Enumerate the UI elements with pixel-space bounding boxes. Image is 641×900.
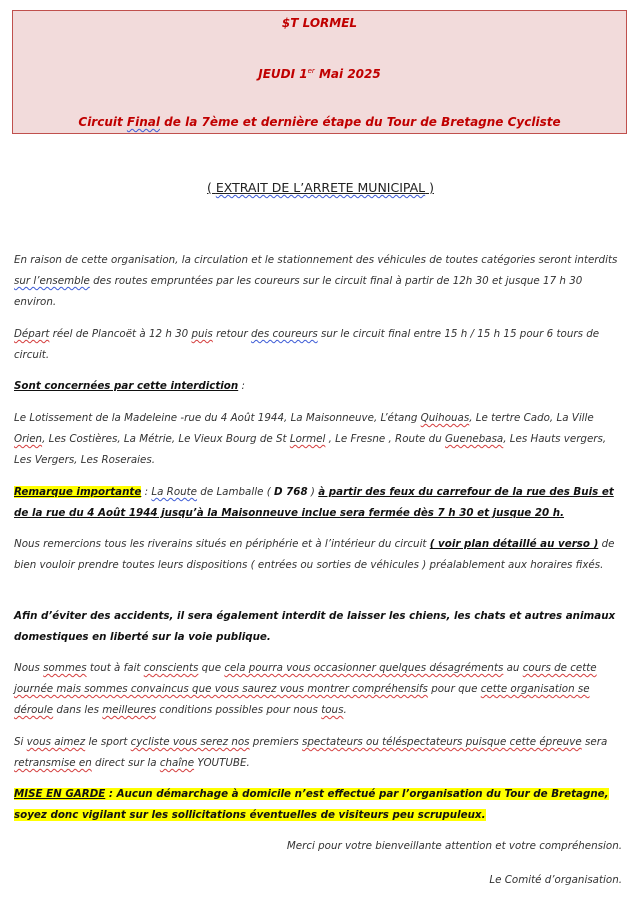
paragraph-warning: MISE EN GARDE : Aucun démarchage à domicile n’est effectué par l’organisation du Tour de Bretagne, soyez donc vigilant sur les sollicitations éventuelles de visiteurs peu scrupuleux. bbox=[14, 788, 609, 821]
paragraph-traffic-ban: En raison de cette organisation, la circulation et le stationnement des véhicules de toutes catégories seront interdits sur l’ensemble des routes empruntées par les coureurs sur le circuit final à partir de 12h 30 et jusque 17 h 30 environ. bbox=[14, 254, 618, 308]
extrait-heading: ( EXTRAIT DE L’ARRETE MUNICIPAL ) bbox=[206, 180, 435, 195]
header-box bbox=[12, 10, 627, 134]
paragraph-animals-warning: Afin d’éviter des accidents, il sera également interdit de laisser les chiens, les chats et autres animaux domestiques en liberté sur la voie publique. bbox=[14, 610, 616, 643]
paragraph-residents-thanks: Nous remercions tous les riverains situés en périphérie et à l’intérieur du circuit ( voir plan détaillé au verso ) de bien vouloir prendre toutes leurs dispositions ( entrées ou sorties de véhicules ) préalablement aux horaires fixés. bbox=[14, 538, 615, 571]
town-title: $T LORMEL bbox=[281, 16, 358, 30]
paragraph-places-list: Le Lotissement de la Madeleine -rue du 4 Août 1944, La Maisonneuve, L’étang Quihouas, Le tertre Cado, La Ville Orien, Les Costières, La Métrie, Le Vieux Bourg de St Lormel , Le Fresne , Route du Guenebasa, Les Hauts vergers, Les Vergers, Les Roseraies. bbox=[14, 412, 607, 466]
signature: Le Comité d’organisation. bbox=[489, 874, 622, 886]
paragraph-concerned-heading: Sont concernées par cette interdiction : bbox=[14, 380, 245, 392]
paragraph-youtube: Si vous aimez le sport cycliste vous serez nos premiers spectateurs ou téléspectateurs puisque cette épreuve sera retransmise en direct sur la chaîne YOUTUBE. bbox=[14, 736, 608, 769]
event-circuit-title: Circuit Final de la 7ème et dernière étape du Tour de Bretagne Cycliste bbox=[78, 115, 561, 129]
paragraph-important-note: Remarque importante : La Route de Lamballe ( D 768 ) à partir des feux du carrefour de la rue des Buis et de la rue du 4 Août 1944 jusqu’à la Maisonneuve inclue sera fermée dès 7 h 30 et jusque 20 h. bbox=[14, 486, 614, 519]
paragraph-apology: Nous sommes tout à fait conscients que cela pourra vous occasionner quelques désagréments au cours de cette journée mais sommes convaincus que vous saurez vous montrer compréhensifs pour que cette organisation se déroule dans les meilleures conditions possibles pour nous tous. bbox=[14, 662, 597, 716]
event-date: JEUDI 1er Mai 2025 bbox=[258, 67, 381, 81]
paragraph-departure: Départ réel de Plancoët à 12 h 30 puis retour des coureurs sur le circuit final entre 15 h / 15 h 15 pour 6 tours de circuit. bbox=[14, 328, 600, 361]
closing-thanks: Merci pour votre bienveillante attention et votre compréhension. bbox=[286, 840, 622, 852]
